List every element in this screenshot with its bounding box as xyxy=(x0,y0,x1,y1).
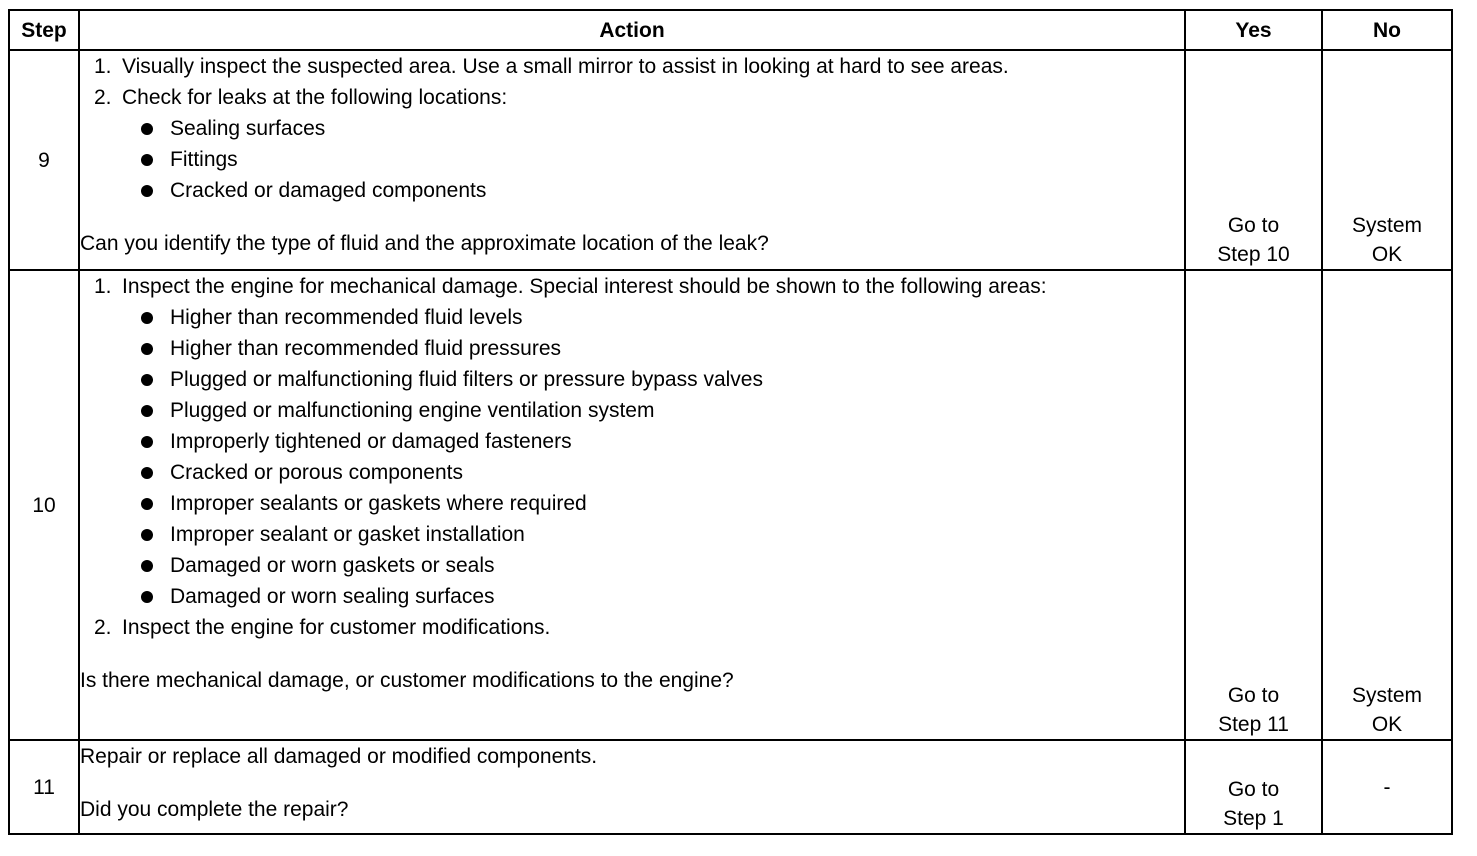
table-row xyxy=(9,270,1452,740)
item-text: Inspect the engine for mechanical damage. Special interest should be shown to the following areas: xyxy=(122,275,1047,298)
no-line: - xyxy=(1383,775,1391,799)
no-cell xyxy=(1322,740,1452,834)
list-item xyxy=(80,271,1184,612)
numbered-list xyxy=(80,51,1184,206)
item-number: 2. xyxy=(94,616,112,639)
step-number: 9 xyxy=(9,50,79,270)
item-number: 1. xyxy=(94,275,112,298)
no-line: System xyxy=(1351,684,1422,707)
yes-line: Go to xyxy=(1227,214,1280,237)
yes-line: Step 1 xyxy=(1223,807,1284,830)
header-row xyxy=(9,10,1452,50)
item-text: Visually inspect the suspected area. Use a small mirror to assist in looking at hard to see areas. xyxy=(122,55,1009,78)
bullet-item: Fittings xyxy=(122,144,1184,175)
no-line: System xyxy=(1351,214,1422,237)
no-line: OK xyxy=(1371,713,1403,736)
yes-line: Go to xyxy=(1227,684,1280,707)
list-item xyxy=(80,82,1184,206)
bullet-item: Improper sealant or gasket installation xyxy=(122,519,1184,550)
bullet-item: Damaged or worn sealing surfaces xyxy=(122,581,1184,612)
item-number: 1. xyxy=(94,55,112,78)
header-no: No xyxy=(1322,10,1452,50)
numbered-list xyxy=(80,271,1184,643)
bullet-item: Higher than recommended fluid levels xyxy=(122,302,1184,333)
bullet-item: Damaged or worn gaskets or seals xyxy=(122,550,1184,581)
diagnostic-table xyxy=(8,9,1453,835)
bullet-item: Sealing surfaces xyxy=(122,113,1184,144)
action-cell xyxy=(79,270,1185,740)
list-item xyxy=(80,612,1184,643)
table-row xyxy=(9,50,1452,270)
yes-line: Go to xyxy=(1227,778,1280,801)
bullet-item: Improperly tightened or damaged fasteners xyxy=(122,426,1184,457)
step-number: 10 xyxy=(9,270,79,740)
action-cell xyxy=(79,50,1185,270)
question-text: Is there mechanical damage, or customer modifications to the engine? xyxy=(80,669,734,692)
yes-line: Step 10 xyxy=(1217,243,1290,266)
bullet-item: Improper sealants or gaskets where required xyxy=(122,488,1184,519)
item-number: 2. xyxy=(94,86,112,109)
bullet-item: Higher than recommended fluid pressures xyxy=(122,333,1184,364)
bullet-item: Cracked or porous components xyxy=(122,457,1184,488)
no-cell xyxy=(1322,50,1452,270)
yes-cell xyxy=(1185,270,1322,740)
question-text: Can you identify the type of fluid and the approximate location of the leak? xyxy=(80,232,769,255)
no-cell xyxy=(1322,270,1452,740)
header-yes: Yes xyxy=(1185,10,1322,50)
no-line: OK xyxy=(1371,243,1403,266)
bullet-item: Plugged or malfunctioning fluid filters or pressure bypass valves xyxy=(122,364,1184,395)
yes-cell xyxy=(1185,50,1322,270)
bullet-item: Plugged or malfunctioning engine ventilation system xyxy=(122,395,1184,426)
table-row xyxy=(9,740,1452,834)
question-text: Did you complete the repair? xyxy=(80,798,349,821)
header-action: Action xyxy=(79,10,1185,50)
instruction-text: Repair or replace all damaged or modified components. xyxy=(80,745,598,768)
bullet-item: Cracked or damaged components xyxy=(122,175,1184,206)
bullet-list xyxy=(122,113,1184,206)
item-text: Check for leaks at the following locations: xyxy=(122,86,508,109)
list-item xyxy=(80,51,1184,82)
item-text: Inspect the engine for customer modifications. xyxy=(122,616,551,639)
step-number: 11 xyxy=(9,740,79,834)
yes-line: Step 11 xyxy=(1218,713,1289,736)
action-cell xyxy=(79,740,1185,834)
header-step: Step xyxy=(9,10,79,50)
yes-cell xyxy=(1185,740,1322,834)
bullet-list xyxy=(122,302,1184,612)
